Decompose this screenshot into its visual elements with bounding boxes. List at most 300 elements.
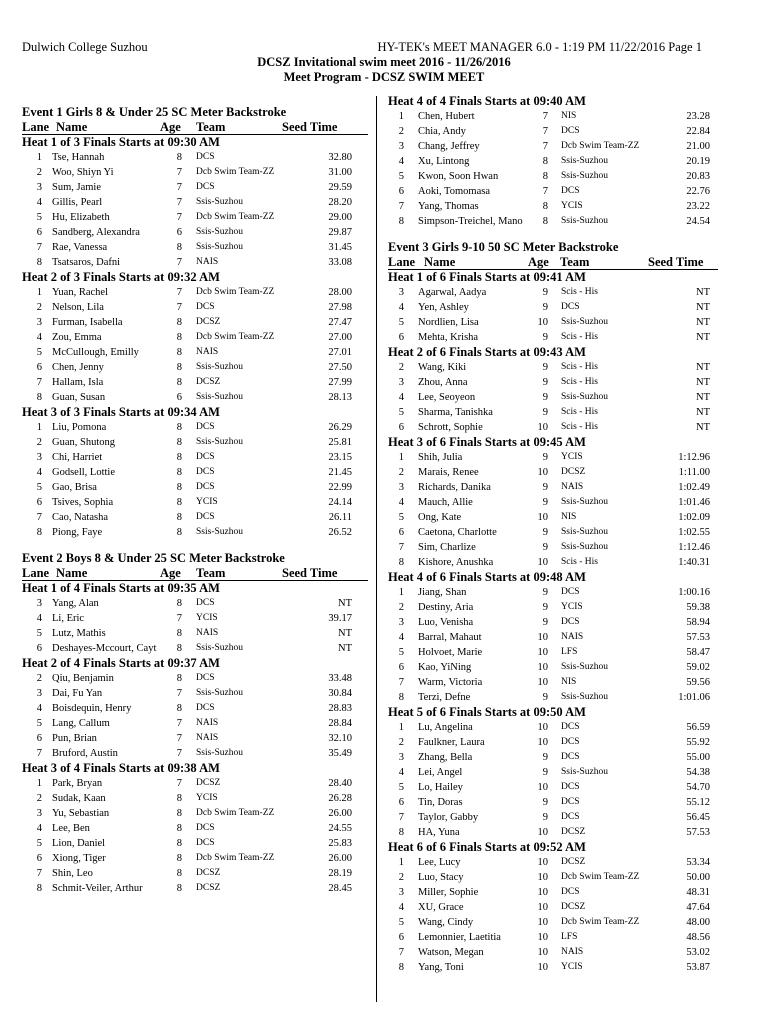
age-cell: 10	[537, 647, 548, 658]
name-cell: HA, Yuna	[418, 827, 460, 838]
table-row	[388, 600, 718, 615]
table-row	[388, 885, 718, 900]
table-row	[22, 671, 368, 686]
seed-time-cell: 59.56	[686, 677, 710, 688]
seed-time-cell: 28.00	[328, 287, 352, 298]
age-cell: 10	[537, 662, 548, 673]
lane-cell: 1	[36, 287, 42, 298]
age-cell: 8	[176, 868, 182, 879]
lane-cell: 5	[36, 212, 42, 223]
seed-time-cell: 27.50	[328, 362, 352, 373]
lane-cell: 7	[36, 377, 42, 388]
team-cell: LFS	[561, 932, 578, 942]
seed-time-cell: 57.53	[686, 632, 710, 643]
team-cell: NAIS	[196, 733, 219, 743]
table-row	[388, 315, 718, 330]
name-cell: Terzi, Defne	[418, 692, 471, 703]
age-cell: 8	[176, 793, 182, 804]
age-cell: 10	[537, 422, 548, 433]
lane-cell: 2	[36, 437, 42, 448]
age-cell: 9	[542, 302, 548, 313]
table-row	[388, 690, 718, 705]
lane-cell: 4	[36, 197, 42, 208]
seed-time-cell: NT	[696, 362, 710, 373]
name-cell: Schrott, Sophie	[418, 422, 483, 433]
team-cell: Dcb Swim Team-ZZ	[196, 167, 275, 177]
age-cell: 8	[176, 512, 182, 523]
seed-time-cell: 54.38	[686, 767, 710, 778]
lane-cell: 7	[36, 242, 42, 253]
table-row	[388, 765, 718, 780]
age-cell: 9	[542, 587, 548, 598]
seed-time-cell: 21.00	[686, 141, 710, 152]
table-row	[388, 720, 718, 735]
team-cell: Scis - His	[561, 377, 598, 387]
lane-cell: 4	[398, 156, 404, 167]
age-cell: 9	[542, 767, 548, 778]
table-row	[22, 525, 368, 540]
table-row	[388, 615, 718, 630]
table-row	[388, 450, 718, 465]
seed-time-cell: 29.59	[328, 182, 352, 193]
lane-cell: 3	[398, 377, 404, 388]
lane-cell: 5	[398, 317, 404, 328]
seed-time-cell: NT	[696, 422, 710, 433]
team-cell: DCS	[561, 126, 580, 136]
team-cell: Ssis-Suzhou	[561, 662, 608, 672]
name-cell: Zhou, Anna	[418, 377, 468, 388]
age-cell: 8	[176, 422, 182, 433]
team-cell: Dcb Swim Team-ZZ	[196, 853, 275, 863]
table-row	[22, 836, 368, 851]
table-row	[22, 731, 368, 746]
age-cell: 8	[176, 467, 182, 478]
column-header-row	[22, 120, 368, 135]
table-row	[388, 945, 718, 960]
seed-time-cell: 28.40	[328, 778, 352, 789]
table-row	[22, 776, 368, 791]
age-cell: 8	[176, 628, 182, 639]
seed-time-cell: 29.87	[328, 227, 352, 238]
seed-time-cell: 22.76	[686, 186, 710, 197]
name-cell: Yen, Ashley	[418, 302, 469, 313]
name-cell: Yang, Alan	[52, 598, 99, 609]
column-header-name: Name	[56, 566, 88, 580]
team-cell: Scis - His	[561, 287, 598, 297]
name-cell: Holvoet, Marie	[418, 647, 483, 658]
age-cell: 10	[537, 737, 548, 748]
table-row	[388, 900, 718, 915]
seed-time-cell: 47.64	[686, 902, 710, 913]
name-cell: Yang, Toni	[418, 962, 464, 973]
name-cell: Chia, Andy	[418, 126, 466, 137]
team-cell: DCSZ	[196, 868, 221, 878]
age-cell: 7	[176, 197, 182, 208]
team-cell: DCS	[196, 452, 215, 462]
table-row	[22, 315, 368, 330]
table-row	[22, 480, 368, 495]
seed-time-cell: 1:01.06	[678, 692, 710, 703]
seed-time-cell: NT	[338, 598, 352, 609]
seed-time-cell: 29.00	[328, 212, 352, 223]
age-cell: 8	[176, 347, 182, 358]
age-cell: 7	[176, 718, 182, 729]
age-cell: 8	[176, 838, 182, 849]
team-cell: DCS	[561, 587, 580, 597]
lane-cell: 4	[398, 497, 404, 508]
name-cell: Yang, Thomas	[418, 201, 479, 212]
team-cell: Ssis-Suzhou	[561, 497, 608, 507]
table-row	[388, 750, 718, 765]
table-row	[388, 525, 718, 540]
name-cell: Aoki, Tomomasa	[418, 186, 490, 197]
lane-cell: 5	[36, 718, 42, 729]
lane-cell: 5	[36, 347, 42, 358]
team-cell: Scis - His	[561, 407, 598, 417]
lane-cell: 4	[398, 902, 404, 913]
team-cell: NAIS	[196, 628, 219, 638]
table-row	[388, 960, 718, 975]
team-cell: Ssis-Suzhou	[561, 392, 608, 402]
team-cell: DCSZ	[561, 857, 586, 867]
team-cell: Ssis-Suzhou	[196, 527, 243, 537]
age-cell: 8	[176, 703, 182, 714]
table-row	[22, 210, 368, 225]
team-cell: DCSZ	[561, 827, 586, 837]
lane-cell: 3	[398, 482, 404, 493]
table-row	[22, 195, 368, 210]
name-cell: Simpson-Treichel, Mano	[418, 216, 523, 227]
seed-time-cell: NT	[696, 377, 710, 388]
team-cell: DCS	[196, 182, 215, 192]
seed-time-cell: 1:12.46	[678, 542, 710, 553]
table-row	[22, 611, 368, 626]
lane-cell: 5	[36, 482, 42, 493]
name-cell: Tin, Doras	[418, 797, 463, 808]
age-cell: 9	[542, 362, 548, 373]
name-cell: Lee, Seoyeon	[418, 392, 476, 403]
age-cell: 10	[537, 317, 548, 328]
team-cell: NAIS	[196, 347, 219, 357]
table-row	[388, 735, 718, 750]
team-cell: Dcb Swim Team-ZZ	[561, 917, 640, 927]
lane-cell: 8	[398, 216, 404, 227]
column-header-age: Age	[160, 120, 181, 134]
header-right: HY-TEK's MEET MANAGER 6.0 - 1:19 PM 11/22/2016 Page 1	[377, 40, 702, 54]
team-cell: Scis - His	[561, 422, 598, 432]
name-cell: Woo, Shiyn Yi	[52, 167, 114, 178]
name-cell: Deshayes-Mccourt, Cayt	[52, 643, 157, 654]
seed-time-cell: 31.00	[328, 167, 352, 178]
age-cell: 8	[542, 171, 548, 182]
table-row	[22, 791, 368, 806]
seed-time-cell: 24.54	[686, 216, 710, 227]
team-cell: NAIS	[561, 482, 584, 492]
name-cell: Furman, Isabella	[52, 317, 123, 328]
name-cell: Kao, YiNing	[418, 662, 472, 673]
name-cell: Richards, Danika	[418, 482, 491, 493]
team-cell: YCIS	[196, 793, 218, 803]
lane-cell: 1	[398, 722, 404, 733]
heat-title: Heat 1 of 4 Finals Starts at 09:35 AM	[22, 581, 220, 595]
team-cell: YCIS	[196, 497, 218, 507]
age-cell: 10	[537, 947, 548, 958]
seed-time-cell: 33.48	[328, 673, 352, 684]
name-cell: Hallam, Isla	[52, 377, 104, 388]
name-cell: Lo, Hailey	[418, 782, 463, 793]
age-cell: 10	[537, 512, 548, 523]
column-header-seed-time: Seed Time	[648, 255, 704, 269]
seed-time-cell: 54.70	[686, 782, 710, 793]
age-cell: 10	[537, 887, 548, 898]
name-cell: Guan, Susan	[52, 392, 106, 403]
lane-cell: 1	[398, 587, 404, 598]
name-cell: XU, Grace	[418, 902, 464, 913]
lane-cell: 4	[36, 823, 42, 834]
table-row	[22, 375, 368, 390]
table-row	[388, 780, 718, 795]
seed-time-cell: 28.45	[328, 883, 352, 894]
column-header-team: Team	[560, 255, 590, 269]
seed-time-cell: 1:00.16	[678, 587, 710, 598]
table-row	[388, 495, 718, 510]
age-cell: 10	[537, 902, 548, 913]
age-cell: 7	[176, 167, 182, 178]
seed-time-cell: 53.87	[686, 962, 710, 973]
name-cell: Chang, Jeffrey	[418, 141, 480, 152]
seed-time-cell: 23.28	[686, 111, 710, 122]
age-cell: 10	[537, 857, 548, 868]
heat-title: Heat 5 of 6 Finals Starts at 09:50 AM	[388, 705, 586, 719]
table-row	[388, 154, 718, 169]
table-row	[388, 645, 718, 660]
table-row	[388, 330, 718, 345]
seed-time-cell: 56.59	[686, 722, 710, 733]
team-cell: Ssis-Suzhou	[196, 242, 243, 252]
team-cell: NIS	[561, 677, 577, 687]
seed-time-cell: 28.83	[328, 703, 352, 714]
team-cell: DCS	[561, 812, 580, 822]
lane-cell: 6	[36, 362, 42, 373]
age-cell: 8	[176, 808, 182, 819]
seed-time-cell: 1:40.31	[678, 557, 710, 568]
lane-cell: 4	[398, 632, 404, 643]
seed-time-cell: 26.11	[328, 512, 352, 523]
team-cell: DCS	[561, 722, 580, 732]
header-left: Dulwich College Suzhou	[22, 40, 148, 54]
lane-cell: 6	[36, 497, 42, 508]
age-cell: 7	[176, 257, 182, 268]
lane-cell: 2	[36, 302, 42, 313]
lane-cell: 3	[398, 287, 404, 298]
event-title: Event 1 Girls 8 & Under 25 SC Meter Backstroke	[22, 105, 287, 119]
event-spacer	[388, 229, 718, 239]
lane-cell: 3	[398, 752, 404, 763]
age-cell: 8	[176, 497, 182, 508]
seed-time-cell: 28.19	[328, 868, 352, 879]
name-cell: Faulkner, Laura	[418, 737, 485, 748]
lane-cell: 7	[398, 542, 404, 553]
table-row	[22, 255, 368, 270]
lane-cell: 1	[36, 152, 42, 163]
name-cell: Li, Eric	[52, 613, 85, 624]
seed-time-cell: 1:12.96	[678, 452, 710, 463]
name-cell: Ong, Kate	[418, 512, 462, 523]
seed-time-cell: 23.22	[686, 201, 710, 212]
name-cell: Mehta, Krisha	[418, 332, 479, 343]
age-cell: 10	[537, 782, 548, 793]
table-row	[22, 686, 368, 701]
lane-cell: 2	[36, 673, 42, 684]
seed-time-cell: NT	[696, 407, 710, 418]
seed-time-cell: 27.99	[328, 377, 352, 388]
lane-cell: 6	[398, 527, 404, 538]
team-cell: DCSZ	[196, 883, 221, 893]
lane-cell: 1	[36, 422, 42, 433]
team-cell: DCS	[561, 887, 580, 897]
seed-time-cell: 55.12	[686, 797, 710, 808]
age-cell: 8	[176, 362, 182, 373]
name-cell: Hu, Elizabeth	[52, 212, 110, 223]
table-row	[22, 746, 368, 761]
team-cell: NAIS	[196, 718, 219, 728]
age-cell: 10	[537, 722, 548, 733]
lane-cell: 2	[398, 872, 404, 883]
team-cell: Ssis-Suzhou	[561, 156, 608, 166]
table-row	[22, 701, 368, 716]
team-cell: Ssis-Suzhou	[561, 527, 608, 537]
seed-time-cell: 26.52	[328, 527, 352, 538]
lane-cell: 6	[398, 932, 404, 943]
name-cell: Caetona, Charlotte	[418, 527, 497, 538]
column-header-team: Team	[196, 120, 226, 134]
age-cell: 10	[537, 962, 548, 973]
lane-cell: 8	[398, 557, 404, 568]
team-cell: Ssis-Suzhou	[196, 197, 243, 207]
seed-time-cell: 53.02	[686, 947, 710, 958]
lane-cell: 6	[398, 662, 404, 673]
lane-cell: 7	[36, 868, 42, 879]
lane-cell: 3	[36, 598, 42, 609]
age-cell: 7	[176, 688, 182, 699]
name-cell: Mauch, Allie	[418, 497, 473, 508]
table-row	[22, 450, 368, 465]
name-cell: Gao, Brisa	[52, 482, 97, 493]
name-cell: Sum, Jamie	[52, 182, 101, 193]
table-row	[388, 285, 718, 300]
seed-time-cell: 32.10	[328, 733, 352, 744]
age-cell: 8	[176, 883, 182, 894]
name-cell: Chen, Jenny	[52, 362, 104, 373]
seed-time-cell: 59.38	[686, 602, 710, 613]
age-cell: 8	[176, 437, 182, 448]
name-cell: Lee, Lucy	[418, 857, 461, 868]
age-cell: 9	[542, 287, 548, 298]
table-row	[22, 390, 368, 405]
table-row	[22, 285, 368, 300]
age-cell: 7	[542, 186, 548, 197]
seed-time-cell: 26.00	[328, 808, 352, 819]
seed-time-cell: 1:11.00	[678, 467, 710, 478]
table-row	[388, 184, 718, 199]
seed-time-cell: 26.28	[328, 793, 352, 804]
table-row	[388, 675, 718, 690]
lane-cell: 3	[398, 617, 404, 628]
team-cell: Dcb Swim Team-ZZ	[196, 332, 275, 342]
seed-time-cell: 55.92	[686, 737, 710, 748]
table-row	[388, 465, 718, 480]
lane-cell: 4	[398, 302, 404, 313]
age-cell: 8	[176, 598, 182, 609]
name-cell: Sharma, Tanishka	[418, 407, 493, 418]
team-cell: Ssis-Suzhou	[561, 216, 608, 226]
seed-time-cell: NT	[696, 392, 710, 403]
name-cell: Cao, Natasha	[52, 512, 108, 523]
lane-cell: 5	[398, 407, 404, 418]
lane-cell: 8	[398, 962, 404, 973]
table-row	[388, 870, 718, 885]
table-row	[22, 345, 368, 360]
age-cell: 8	[176, 643, 182, 654]
heat-title: Heat 4 of 4 Finals Starts at 09:40 AM	[388, 94, 586, 108]
lane-cell: 5	[398, 171, 404, 182]
seed-time-cell: 30.84	[328, 688, 352, 699]
name-cell: Wang, Kiki	[418, 362, 467, 373]
column-header-name: Name	[424, 255, 456, 269]
name-cell: Gillis, Pearl	[52, 197, 103, 208]
name-cell: Kwon, Soon Hwan	[418, 171, 499, 182]
seed-time-cell: 20.19	[686, 156, 710, 167]
name-cell: Lee, Ben	[52, 823, 90, 834]
name-cell: Qiu, Benjamin	[52, 673, 114, 684]
age-cell: 9	[542, 602, 548, 613]
team-cell: DCSZ	[561, 467, 586, 477]
seed-time-cell: 22.99	[328, 482, 352, 493]
team-cell: NAIS	[561, 632, 584, 642]
seed-time-cell: 27.47	[328, 317, 352, 328]
team-cell: DCS	[561, 617, 580, 627]
table-row	[22, 225, 368, 240]
table-row	[22, 626, 368, 641]
lane-cell: 1	[36, 778, 42, 789]
team-cell: DCS	[561, 737, 580, 747]
seed-time-cell: 1:01.46	[678, 497, 710, 508]
team-cell: Dcb Swim Team-ZZ	[561, 141, 640, 151]
table-row	[22, 866, 368, 881]
column-header-row	[22, 566, 368, 581]
lane-cell: 2	[398, 126, 404, 137]
name-cell: Shin, Leo	[52, 868, 93, 879]
name-cell: Pun, Brian	[52, 733, 97, 744]
age-cell: 7	[542, 141, 548, 152]
name-cell: Park, Bryan	[52, 778, 103, 789]
name-cell: Xiong, Tiger	[52, 853, 106, 864]
table-row	[388, 930, 718, 945]
age-cell: 7	[176, 182, 182, 193]
lane-cell: 7	[398, 947, 404, 958]
age-cell: 9	[542, 752, 548, 763]
lane-cell: 8	[36, 257, 42, 268]
page-subtitle: Meet Program - DCSZ SWIM MEET	[283, 70, 485, 84]
name-cell: Warm, Victoria	[418, 677, 483, 688]
heat-title: Heat 6 of 6 Finals Starts at 09:52 AM	[388, 840, 586, 854]
lane-cell: 6	[398, 797, 404, 808]
heat-title: Heat 3 of 6 Finals Starts at 09:45 AM	[388, 435, 586, 449]
age-cell: 9	[542, 797, 548, 808]
lane-cell: 2	[36, 167, 42, 178]
seed-time-cell: 26.29	[328, 422, 352, 433]
team-cell: Dcb Swim Team-ZZ	[196, 808, 275, 818]
